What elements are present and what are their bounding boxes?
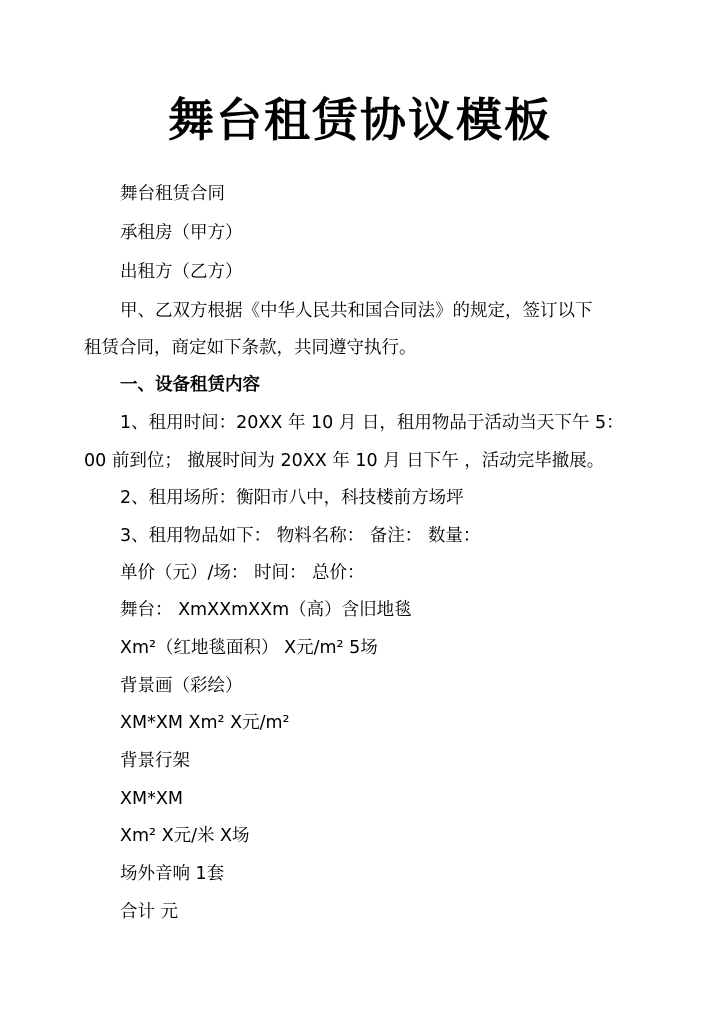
- item-backdrop-detail: XM*XM Xm² X元/m²: [120, 713, 290, 733]
- item-stage: 舞台： XmXXmXXm（高）含旧地毯: [120, 600, 412, 620]
- item-backdrop: 背景画（彩绘）: [120, 676, 243, 696]
- rental-time-line-2: 00 前到位； 撤展时间为 20XX 年 10 月 日下午 ，活动完毕撤展。: [84, 451, 605, 471]
- item-backdrop-truss: 背景行架: [120, 751, 190, 771]
- document-title: 舞台租赁协议模板: [168, 93, 552, 147]
- item-truss-price: Xm² X元/米 X场: [120, 826, 250, 846]
- item-outdoor-audio: 场外音响 1套: [120, 864, 225, 884]
- rental-items-header-1: 3、租用物品如下： 物料名称： 备注： 数量：: [120, 526, 481, 546]
- rental-time-line-1: 1、租用时间：20XX 年 10 月 日，租用物品于活动当天下午 5：: [120, 413, 624, 433]
- section-heading-equipment: 一、设备租赁内容: [120, 375, 260, 395]
- rental-venue-line: 2、租用场所：衡阳市八中，科技楼前方场坪: [120, 488, 464, 508]
- party-a-line: 承租房（甲方）: [120, 223, 243, 243]
- preamble-line-1: 甲、乙双方根据《中华人民共和国合同法》的规定，签订以下: [120, 301, 593, 321]
- item-truss-size: XM*XM: [120, 789, 183, 809]
- preamble-line-2: 租赁合同，商定如下条款，共同遵守执行。: [84, 338, 417, 358]
- party-b-line: 出租方（乙方）: [120, 262, 243, 282]
- rental-items-header-2: 单价（元）/场： 时间： 总价：: [120, 563, 365, 583]
- item-stage-carpet: Xm²（红地毯面积） X元/m² 5场: [120, 638, 378, 658]
- contract-name: 舞台租赁合同: [120, 184, 225, 204]
- total-line: 合计 元: [120, 902, 179, 922]
